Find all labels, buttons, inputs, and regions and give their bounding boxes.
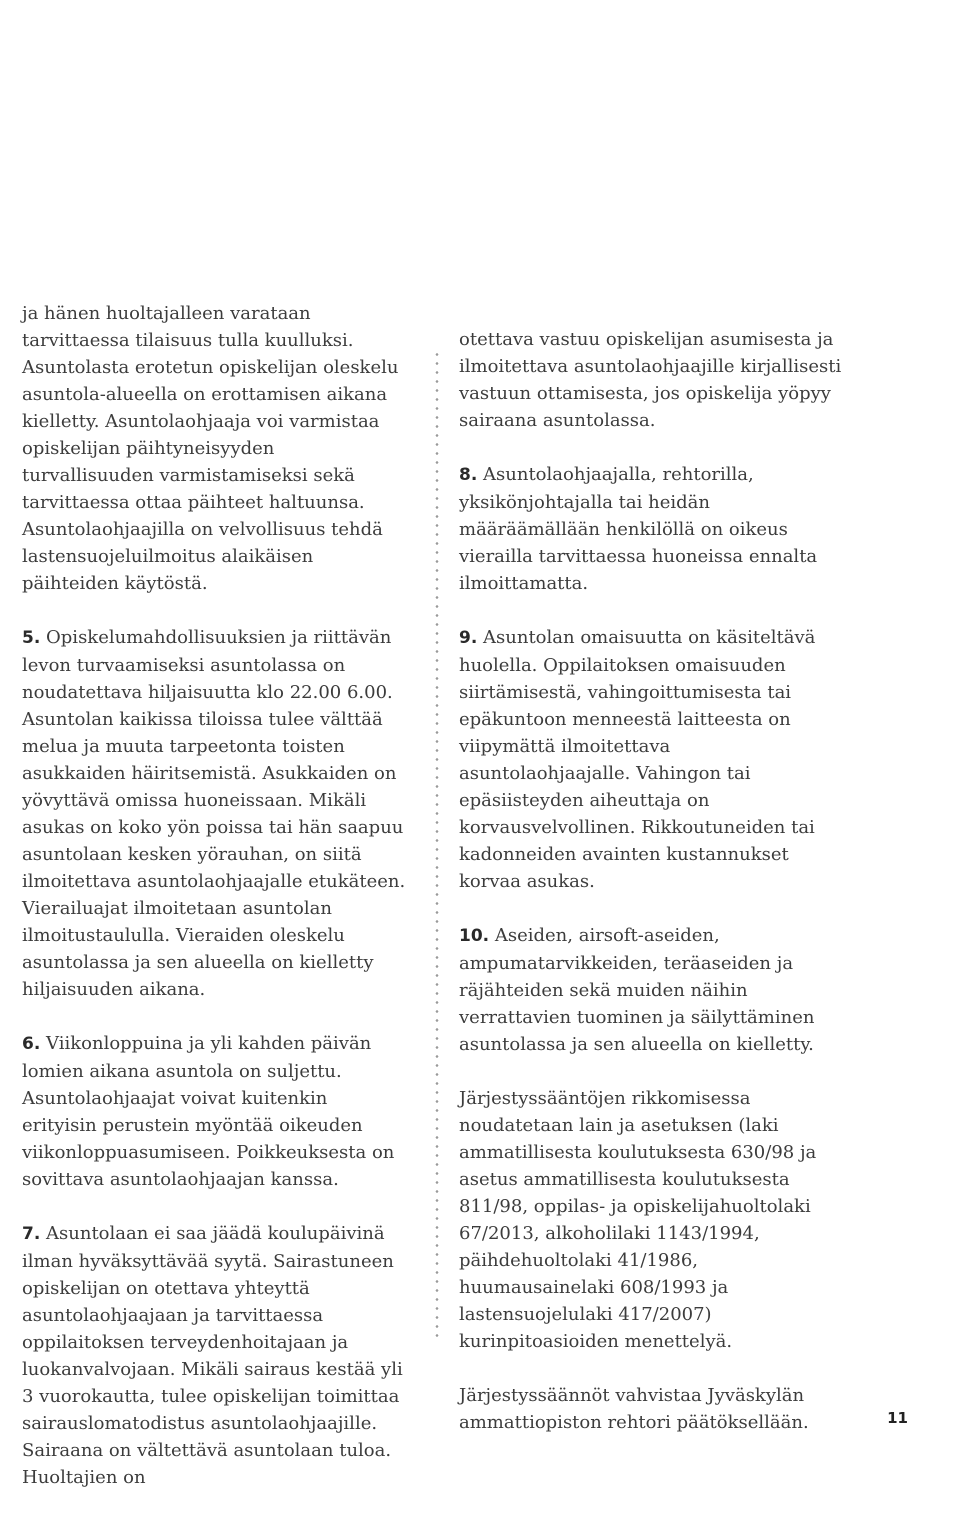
paragraph-sanctions: Järjestyssääntöjen rikkomisessa noudatetaan lain ja asetuksen (laki ammatillisesta koulutuksesta 630/98 ja asetus ammatillisesta koulutuksesta 811/98, oppilas- ja opiskelijahuoltolaki 67/2013, alkoholilaki 1143/1994, päihdehuoltolaki 41/1986, huumausainelaki 608/1993 ja lastensuojelulaki 417/2007) kurinpitoasioiden menettelyä.: [459, 1088, 817, 1352]
page-number: 11: [887, 1409, 908, 1427]
rule-number: 10.: [459, 926, 490, 946]
rule-9: [459, 624, 844, 895]
paragraph-continuation: otettava vastuu opiskelijan asumisesta ja ilmoitettava asuntolaohjaajille kirjallisesti vastuun ottamisesta, jos opiskelija yöpyy sairaana asuntolassa.: [459, 329, 842, 431]
rule-7: [22, 1220, 407, 1491]
rule-text: Aseiden, airsoft-aseiden, ampumatarvikkeiden, teräaseiden ja räjähteiden sekä muiden näihin verrattavien tuominen ja säilyttäminen asuntolassa ja sen alueella on kielletty.: [459, 925, 815, 1055]
left-column: [22, 300, 407, 1518]
right-column: [459, 326, 844, 1463]
rule-text: Asuntolan omaisuutta on käsiteltävä huolella. Oppilaitoksen omaisuuden siirtämisestä, vahingoittumisesta tai epäkuntoon menneestä laitteesta on viipymättä ilmoitettava asuntolaohjaajalle. Vahingon tai epäsiisteyden aiheuttaja on korvausvelvollinen. Rikkoutuneiden tai kadonneiden avainten kustannukset korvaa asukas.: [459, 627, 816, 892]
paragraph-approval: Järjestyssäännöt vahvistaa Jyväskylän ammattiopiston rehtori päätöksellään.: [459, 1385, 809, 1433]
rule-number: 8.: [459, 465, 478, 485]
rule-number: 6.: [22, 1034, 41, 1054]
rule-5: [22, 624, 407, 1003]
column-divider: [435, 350, 439, 1340]
rule-text: Opiskelumahdollisuuksien ja riittävän levon turvaamiseksi asuntolassa on noudatettava hiljaisuutta klo 22.00 6.00. Asuntolan kaikissa tiloissa tulee välttää melua ja muuta tarpeetonta toisten asukkaiden häiritsemistä. Asukkaiden on yövyttävä omissa huoneissaan. Mikäli asukas on koko yön poissa tai hän saapuu asuntolaan kesken yörauhan, on siitä ilmoitettava asuntolaohjaajalle etukäteen. Vierailuajat ilmoitetaan asuntolan ilmoitustaululla. Vieraiden oleskelu asuntolassa ja sen alueella on kielletty hiljaisuuden aikana.: [22, 627, 406, 1000]
rule-number: 5.: [22, 628, 41, 648]
paragraph-intro-left: ja hänen huoltajalleen varataan tarvittaessa tilaisuus tulla kuulluksi. Asuntolasta erotetun opiskelijan oleskelu asuntola-alueella on erottamisen aikana kielletty. Asuntolaohjaaja voi varmistaa opiskelijan päihtyneisyyden turvallisuuden varmistamiseksi sekä tarvittaessa ottaa päihteet haltuunsa. Asuntolaohjaajilla on velvollisuus tehdä lastensuojeluilmoitus alaikäisen päihteiden käytöstä.: [22, 303, 399, 594]
rule-text: Viikonloppuina ja yli kahden päivän lomien aikana asuntola on suljettu. Asuntolaohjaajat voivat kuitenkin erityisin perustein myöntää oikeuden viikonloppuasumiseen. Poikkeuksesta on sovittava asuntolaohjaajan kanssa.: [22, 1033, 395, 1190]
rule-8: [459, 461, 844, 597]
rule-text: Asuntolaohjaajalla, rehtorilla, yksikönjohtajalla tai heidän määräämällään henkilöllä on oikeus vierailla tarvittaessa huoneissa ennalta ilmoittamatta.: [459, 464, 818, 594]
rule-number: 7.: [22, 1224, 41, 1244]
rule-text: Asuntolaan ei saa jäädä koulupäivinä ilman hyväksyttävää syytä. Sairastuneen opiskelijan on otettava yhteyttä asuntolaohjaajaan ja tarvittaessa oppilaitoksen terveydenhoitajaan ja luokanvalvojaan. Mikäli sairaus kestää yli 3 vuorokautta, tulee opiskelijan toimittaa sairauslomatodistus asuntolaohjaajille. Sairaana on vältettävä asuntolaan tuloa. Huoltajien on: [22, 1223, 403, 1488]
rule-10: [459, 922, 844, 1058]
rule-number: 9.: [459, 628, 478, 648]
rule-6: [22, 1030, 407, 1193]
